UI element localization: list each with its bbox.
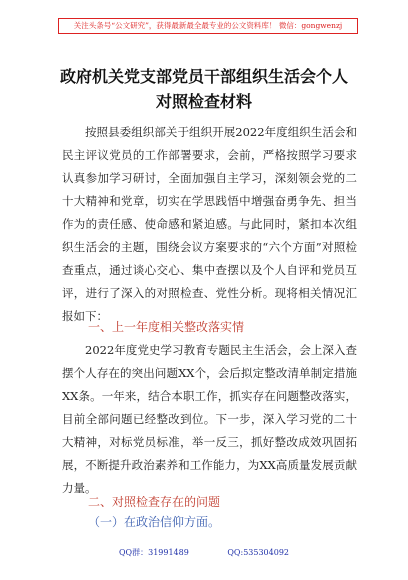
section-heading-2: 二、对照检查存在的问题: [88, 495, 221, 509]
footer-qq-group: QQ群：31991489: [118, 548, 189, 557]
section-heading-1: 一、上一年度相关整改落实情: [88, 320, 245, 334]
header-banner: 关注头条号“公文研究”，获得最新最全最专业的公文资料库！ 微信：gongwenzj: [58, 18, 358, 34]
document-title-line1: 政府机关党支部党员干部组织生活会个人: [59, 67, 348, 86]
section1-paragraph-block: [62, 339, 357, 500]
document-title-line2: 对照检查材料: [155, 92, 252, 111]
intro-paragraph: 按照县委组织部关于组织开展2022年度组织生活会和民主评议党员的工作部署要求，会前，严格按照学习要求认真参加学习研讨，全面加强自主学习，深刻领会党的二十大精神和党章，切实在学思践悟中增强奋勇争先、担当作为的责任感、使命感和紧迫感。与此同时，紧扣本次组织生活会的主题，围绕会议方案要求的“六个方面”对照检查重点，通过谈心交心、集中查摆以及个人自评和党员互评，进行了深入的对照检查、党性分析。现将相关情况汇报如下：: [62, 125, 357, 323]
footer: [0, 547, 408, 558]
section1-paragraph: 2022年度党史学习教育专题民主生活会，会上深入查摆个人存在的突出问题XX个，会后拟定整改清单制定措施XX条。一年来，结合本职工作，抓实存在问题整改落实，目前全部问题已经整改到位。下一步，深入学习党的二十大精神，对标党员标准，举一反三，抓好整改成效巩固拓展，不断提升政治素养和工作能力，为XX高质量发展贡献力量。: [62, 343, 357, 495]
footer-qq: QQ:535304092: [227, 548, 289, 557]
intro-paragraph-block: [62, 121, 357, 328]
subsection-heading-1: （一）在政治信仰方面。: [88, 515, 221, 529]
